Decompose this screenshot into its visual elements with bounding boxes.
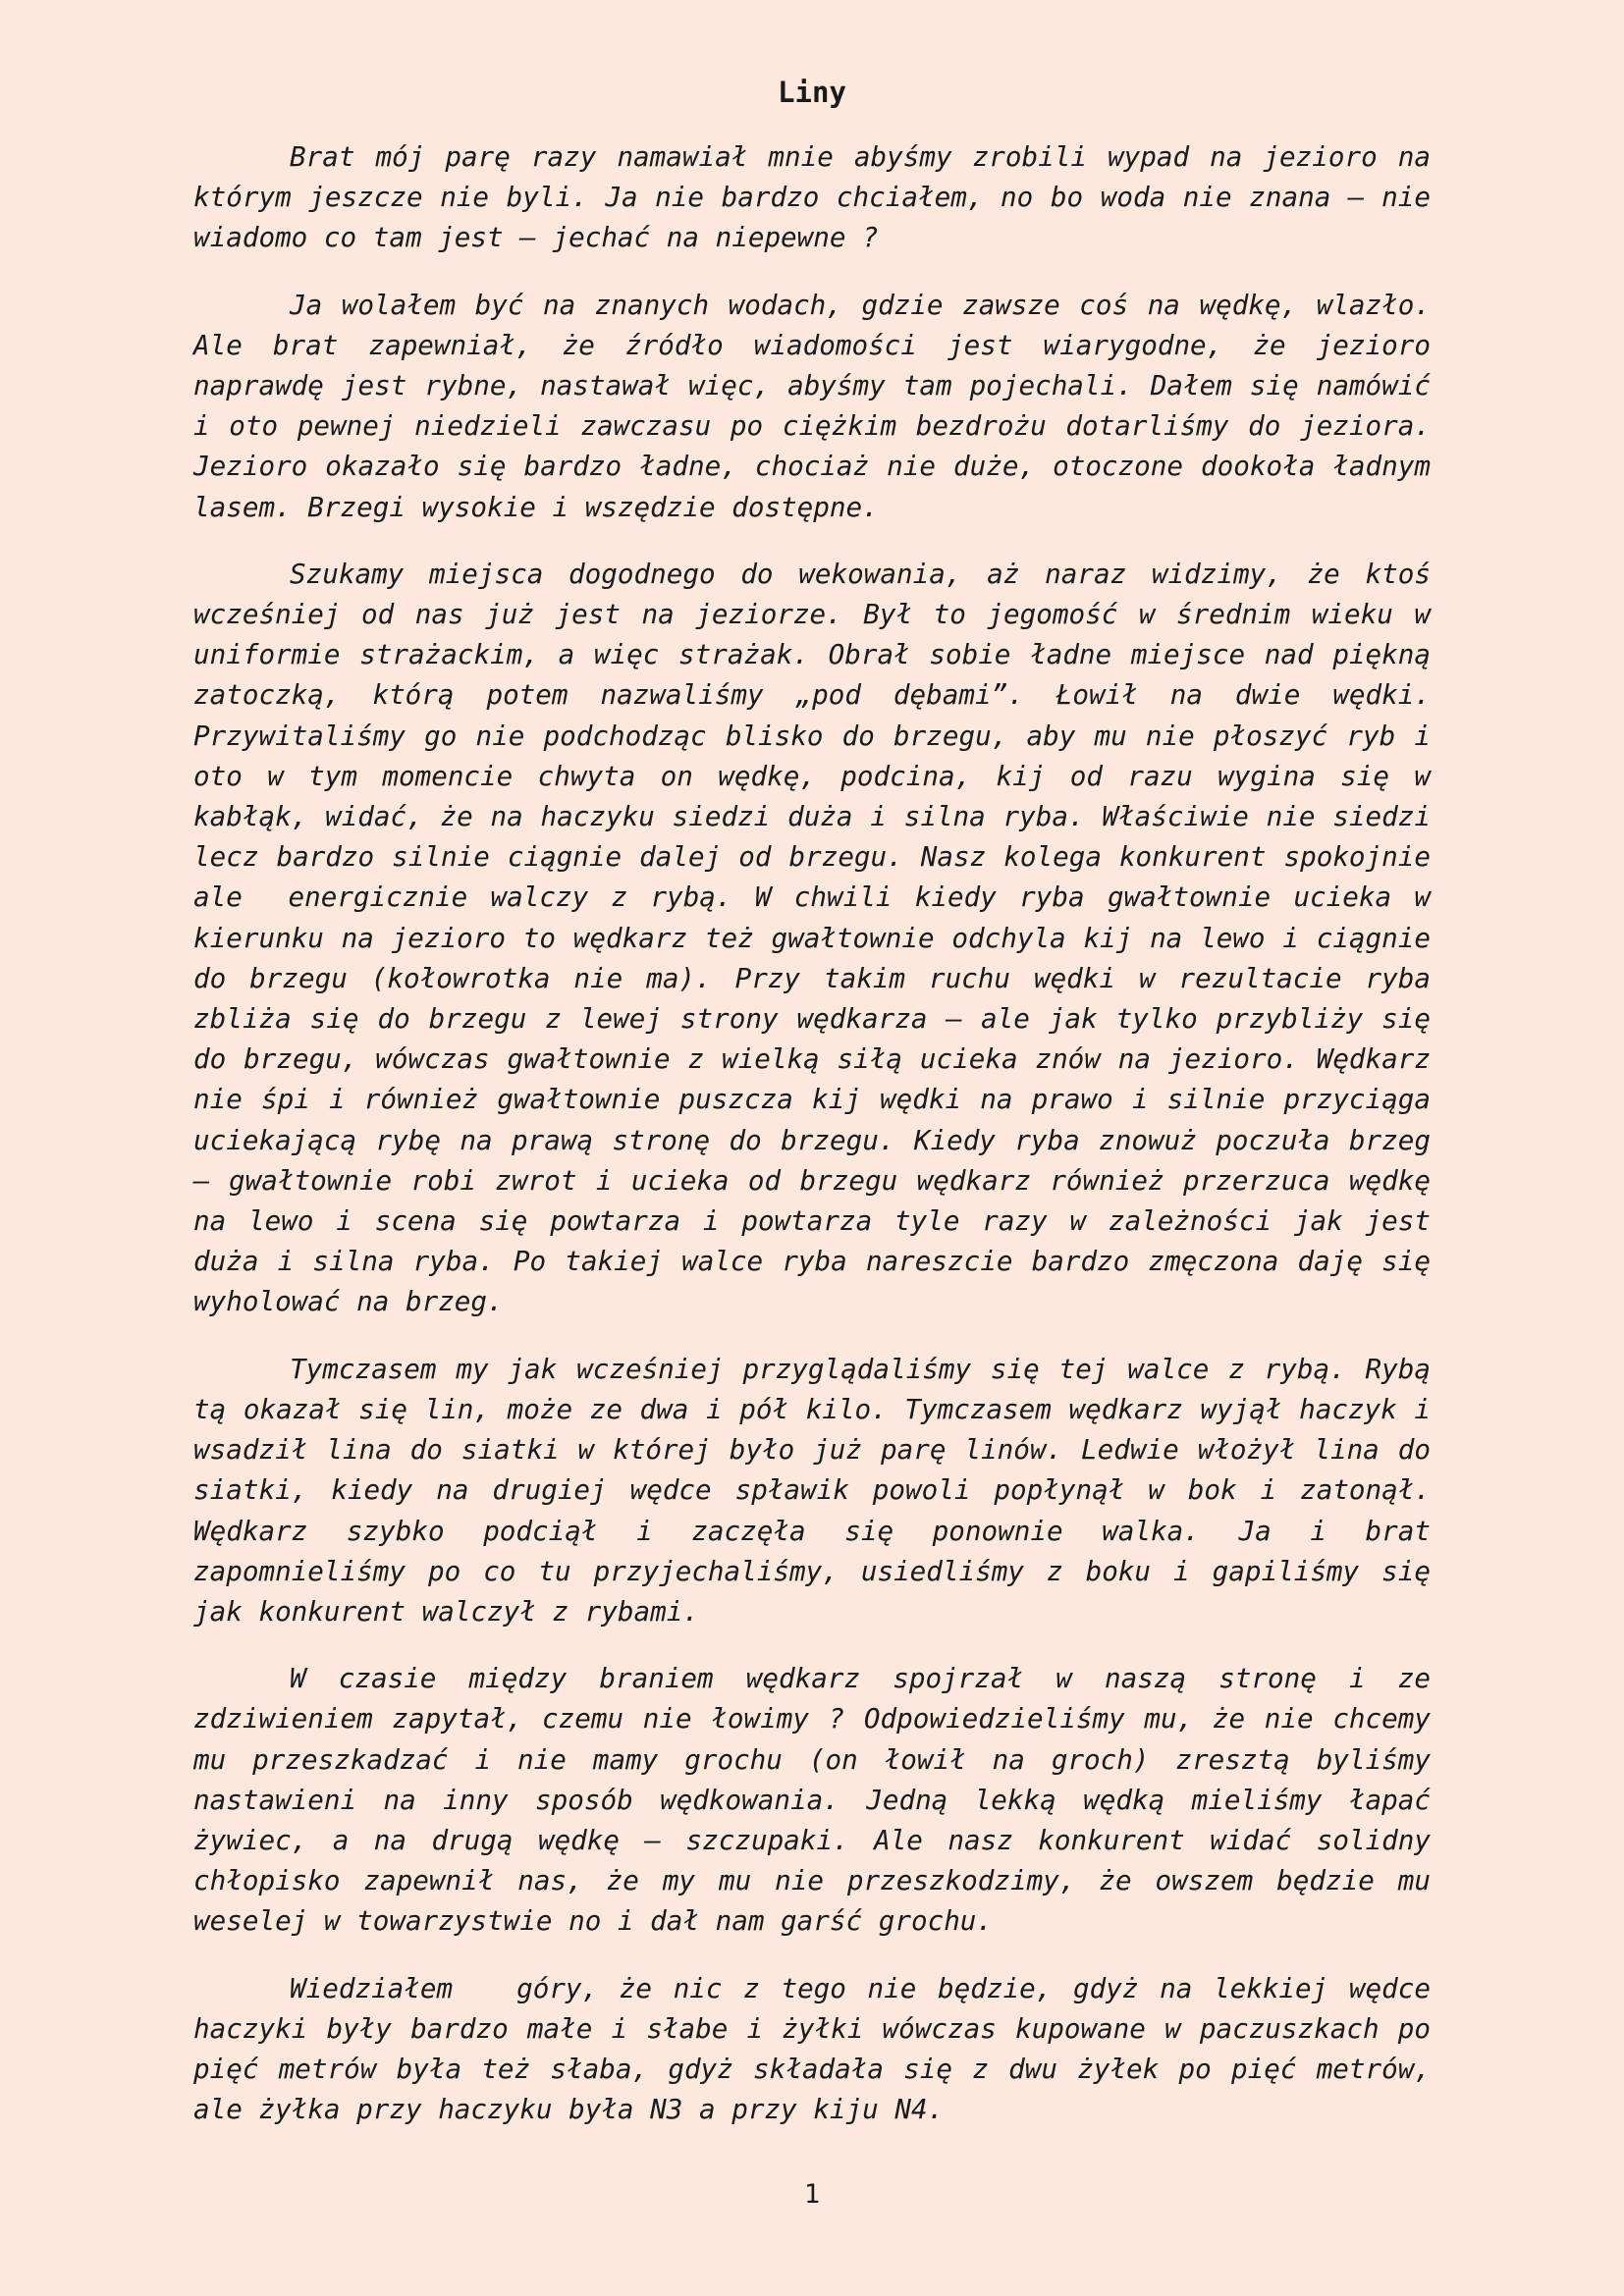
document-body: [193, 136, 1447, 2156]
paragraph-2: Ja wolałem być na znanych wodach, gdzie zawsze coś na wędkę, wlazło. Ale brat zapewniał, że źródło wiadomości jest wiarygodne, że jezioro naprawdę jest rybne, nastawał więc, abyśmy tam pojechali. Dałem się namówić i oto pewnej niedzieli zawczasu po ciężkim bezdrożu dotarliśmy do jeziora. Jezioro okazało się bardzo ładne, chociaż nie duże, otoczone dookoła ładnym lasem. Brzegi wysokie i wszędzie dostępne.: [193, 288, 1447, 523]
page-number: 1: [803, 2179, 821, 2210]
paragraph-5: W czasie między braniem wędkarz spojrzał w naszą stronę i ze zdziwieniem zapytał, czemu nie łowimy ? Odpowiedzieliśmy mu, że nie chcemy mu przeszkadzać i nie mamy grochu (on łowił na groch) zresztą byliśmy nastawieni na inny sposób wędkowania. Jedną lekką wędką mieliśmy łapać żywiec, a na drugą wędkę – szczupaki. Ale nasz konkurent widać solidny chłopisko zapewnił nas, że my mu nie przeszkodzimy, że owszem będzie mu weselej w towarzystwie no i dał nam garść grochu.: [193, 1662, 1447, 1938]
paragraph-3: Szukamy miejsca dogodnego do wekowania, aż naraz widzimy, że ktoś wcześniej od nas już jest na jeziorze. Był to jegomość w średnim wieku w uniformie strażackim, a więc strażak. Obrał sobie ładne miejsce nad piękną zatoczką, którą potem nazwaliśmy „pod dębami”. Łowił na dwie wędki. Przywitaliśmy go nie podchodząc blisko do brzegu, aby mu nie płoszyć ryb i oto w tym momencie chwyta on wędkę, podcina, kij od razu wygina się w kabłąk, widać, że na haczyku siedzi duża i silna ryba. Właściwie nie siedzi lecz bardzo silnie ciągnie dalej od brzegu. Nasz kolega konkurent spokojnie ale energicznie walczy z rybą. W chwili kiedy ryba gwałtownie ucieka w kierunku na jezioro to wędkarz też gwałtownie odchyla kij na lewo i ciągnie do brzegu (kołowrotka nie ma). Przy takim ruchu wędki w rezultacie ryba zbliża się do brzegu z lewej strony wędkarza – ale jak tylko przybliży się do brzegu, wówczas gwałtownie z wielką siłą ucieka znów na jezioro. Wędkarz nie śpi i również gwałtownie puszcza kij wędki na prawo i silnie przyciąga uciekającą rybę na prawą stronę do brzegu. Kiedy ryba znowuż poczuła brzeg – gwałtownie robi zwrot i ucieka od brzegu wędkarz również przerzuca wędkę na lewo i scena się powtarza i powtarza tyle razy w zależności jak jest duża i silna ryba. Po takiej walce ryba nareszcie bardzo zmęczona daję się wyholować na brzeg.: [193, 557, 1447, 1318]
paragraph-4: Tymczasem my jak wcześniej przyglądaliśmy się tej walce z rybą. Rybą tą okazał się lin, może ze dwa i pół kilo. Tymczasem wędkarz wyjął haczyk i wsadził lina do siatki w której było już parę linów. Ledwie włożył lina do siatki, kiedy na drugiej wędce spławik powoli popłynął w bok i zatonął. Wędkarz szybko podciął i zaczęła się ponownie walka. Ja i brat zapomnieliśmy po co tu przyjechaliśmy, usiedliśmy z boku i gapiliśmy się jak konkurent walczył z rybami.: [193, 1352, 1447, 1628]
paragraph-6: Wiedziałem góry, że nic z tego nie będzie, gdyż na lekkiej wędce haczyki były bardzo małe i słabe i żyłki wówczas kupowane w paczuszkach po pięć metrów była też słaba, gdyż składała się z dwu żyłek po pięć metrów, ale żyłka przy haczyku była N3 a przy kiju N4.: [193, 1971, 1447, 2126]
document-page: [193, 0, 1447, 2296]
document-title: Liny: [778, 76, 846, 109]
paragraph-1: Brat mój parę razy namawiał mnie abyśmy zrobili wypad na jezioro na którym jeszcze nie byli. Ja nie bardzo chciałem, no bo woda nie znana – nie wiadomo co tam jest – jechać na niepewne ?: [193, 140, 1447, 254]
